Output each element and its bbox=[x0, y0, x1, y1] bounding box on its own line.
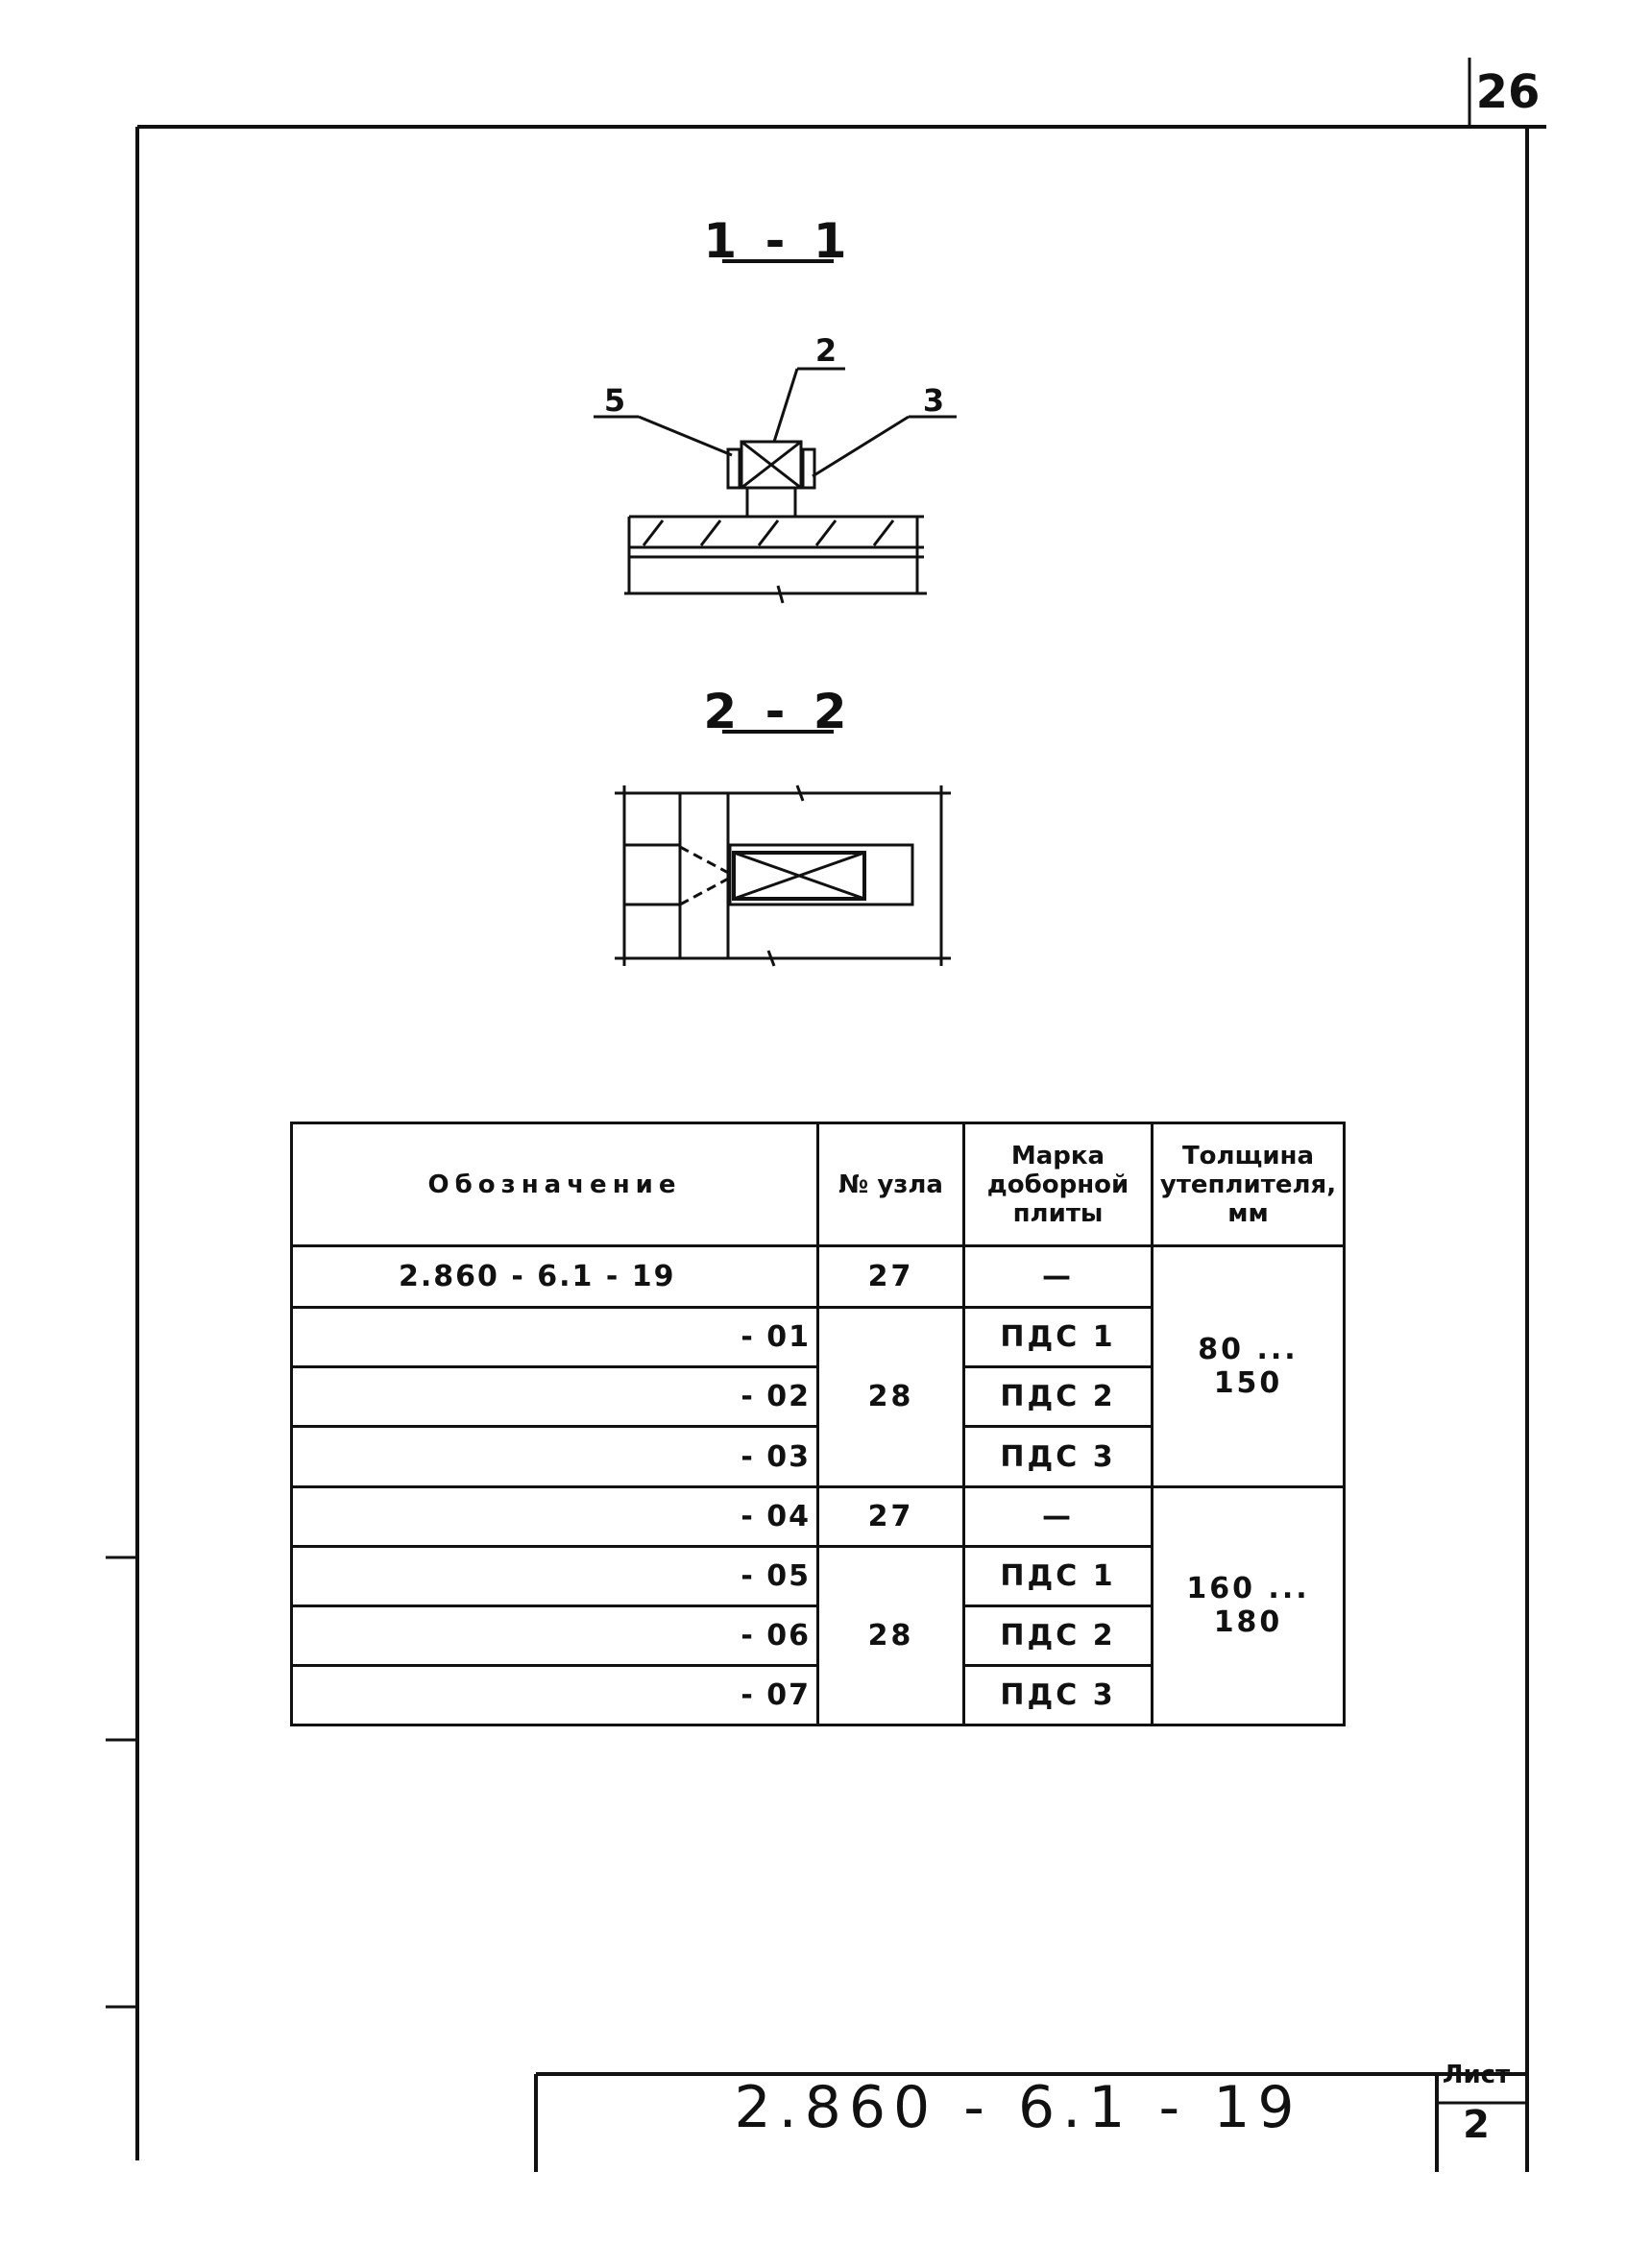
page-number: 26 bbox=[1475, 65, 1541, 119]
cell-node-group-2: 28 bbox=[818, 1546, 964, 1725]
callout-3: 3 bbox=[922, 382, 945, 419]
specification-table bbox=[290, 1122, 1346, 1726]
table-row bbox=[292, 1246, 1345, 1308]
cell-panel: ПДС 2 bbox=[964, 1367, 1153, 1427]
cell-insulation-group-1: 80 ... 150 bbox=[1153, 1246, 1345, 1486]
document-code: 2.860 - 6.1 - 19 bbox=[734, 2074, 1302, 2141]
cell-panel: ПДС 1 bbox=[964, 1308, 1153, 1367]
cell-panel: — bbox=[964, 1486, 1153, 1546]
cell-designation: - 05 bbox=[292, 1546, 818, 1605]
callout-5: 5 bbox=[603, 382, 626, 419]
cell-insulation-group-2: 160 ... 180 bbox=[1153, 1486, 1345, 1725]
cell-node-group-1: 28 bbox=[818, 1308, 964, 1486]
header-designation: Обозначение bbox=[292, 1123, 818, 1246]
section-2-title: 2 - 2 bbox=[703, 684, 853, 739]
cell-panel: — bbox=[964, 1246, 1153, 1308]
section-1-title: 1 - 1 bbox=[703, 213, 853, 269]
cell-designation: 2.860 - 6.1 - 19 bbox=[292, 1246, 818, 1308]
cell-panel: ПДС 3 bbox=[964, 1665, 1153, 1725]
table-row bbox=[292, 1486, 1345, 1546]
header-panel-mark: Марка доборной плиты bbox=[964, 1123, 1153, 1246]
cell-designation: - 02 bbox=[292, 1367, 818, 1427]
cell-designation: - 01 bbox=[292, 1308, 818, 1367]
cell-node: 27 bbox=[818, 1246, 964, 1308]
section-2-drawing bbox=[615, 785, 951, 966]
sheet-label: Лист bbox=[1442, 2061, 1511, 2089]
callout-2: 2 bbox=[814, 332, 838, 369]
cell-designation: - 04 bbox=[292, 1486, 818, 1546]
cell-panel: ПДС 1 bbox=[964, 1546, 1153, 1605]
cell-designation: - 06 bbox=[292, 1605, 818, 1665]
header-node: № узла bbox=[818, 1123, 964, 1246]
cell-panel: ПДС 3 bbox=[964, 1427, 1153, 1486]
cell-designation: - 03 bbox=[292, 1427, 818, 1486]
cell-designation: - 07 bbox=[292, 1665, 818, 1725]
sheet-number: 2 bbox=[1463, 2103, 1490, 2147]
section-1-drawing bbox=[594, 369, 957, 603]
cell-node: 27 bbox=[818, 1486, 964, 1546]
cell-panel: ПДС 2 bbox=[964, 1605, 1153, 1665]
header-insulation: Толщина утеплителя, мм bbox=[1153, 1123, 1345, 1246]
